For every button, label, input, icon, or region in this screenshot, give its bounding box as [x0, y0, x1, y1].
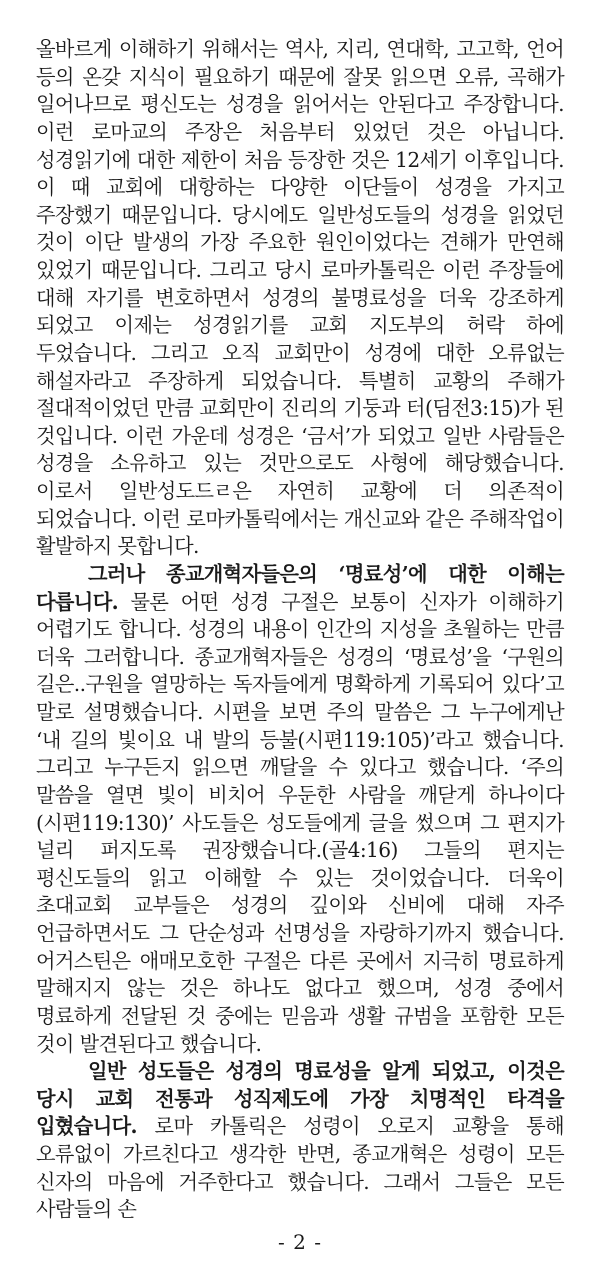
paragraph-3-text: 로마 카톨릭은 성령이 오로지 교황을 통해 오류없이 가르친다고 생각한 반면, 종교개혁은 성령이 모든 신자의 마음에 거주한다고 했습니다. 그래서 그들은 모든 사람들의 손: [36, 1114, 564, 1222]
document-body: [36, 36, 564, 1224]
paragraph-2-text: 물론 어떤 성경 구절은 보통이 신자가 이해하기 어렵기도 합니다. 성경의 내용이 인간의 지성을 초월하는 만큼 더욱 그러합니다. 종교개혁자들은 성경의 ‘명료성’을 ‘구원의 길은..구원을 열망하는 독자들에게 명확하게 기록되어 있다’고 말로 설명했습니다. 시편을 보면 주의 말씀은 그 누구에게난 ‘내 길의 빛이요 내 발의 등불(시편119:105)’라고 했습니다. 그리고 누구든지 읽으면 깨달을 수 있다고 했습니다. ‘주의 말씀을 열면 빛이 비치어 우둔한 사람을 깨닫게 하나이다(시편119:130)’ 사도들은 성도들에게 글을 썼으며 그 편지가 널리 퍼지도록 권장했습니다.(골4:16) 그들의 편지는 평신도들의 읽고 이해할 수 있는 것이었습니다. 더욱이 초대교회 교부들은 성경의 깊이와 신비에 대해 자주 언급하면서도 그 단순성과 선명성을 자랑하기까지 했습니다. 어거스틴은 애매모호한 구절은 다른 곳에서 지극히 명료하게 말해지지 않는 것은 하나도 없다고 했으며, 성경 중에서 명료하게 전달된 것 중에는 믿음과 생활 규범을 포함한 모든 것이 발견된다고 했습니다.: [36, 589, 564, 1056]
paragraph-1: [36, 36, 564, 561]
paragraph-2-bold: 그러나 종교개혁자들은의 ‘명료성’에 대한 이해는 다릅니다.: [36, 561, 564, 614]
paragraph-2: [36, 561, 564, 1058]
paragraph-3: [36, 1058, 564, 1224]
page-number: - 2 -: [278, 1230, 322, 1254]
paragraph-3-bold: 일반 성도들은 성경의 명료성을 알게 되었고, 이것은 당시 교회 전통과 성직제도에 가장 치명적인 타격을 입혔습니다.: [36, 1059, 564, 1139]
paragraph-1-text: 올바르게 이해하기 위해서는 역사, 지리, 연대학, 고고학, 언어 등의 온갖 지식이 필요하기 때문에 잘못 읽으면 오류, 곡해가 일어나므로 평신도는 성경을 읽어서는 안된다고 주장합니다. 이런 로마교의 주장은 처음부터 있었던 것은 아닙니다. 성경읽기에 대한 제한이 처음 등장한 것은 12세기 이후입니다. 이 때 교회에 대항하는 다양한 이단들이 성경을 가지고 주장했기 때문입니다. 당시에도 일반성도들의 성경을 읽었던 것이 이단 발생의 가장 주요한 원인이었다는 견해가 만연해 있었기 때문입니다. 그리고 당시 로마카톨릭은 이런 주장들에 대해 자기를 변호하면서 성경의 불명료성을 더욱 강조하게 되었고 이제는 성경읽기를 교회 지도부의 허락 하에 두었습니다. 그리고 오직 교회만이 성경에 대한 오류없는 해설자라고 주장하게 되었습니다. 특별히 교황의 주해가 절대적이었던 만큼 교회만이 진리의 기둥과 터(딤전3:15)가 된 것입니다. 이런 가운데 성경은 ‘금서’가 되었고 일반 사람들은 성경을 소유하고 있는 것만으로도 사형에 해당했습니다. 이로서 일반성도드ㄹ은 자연히 교황에 더 의존적이 되었습니다. 이런 로마카톨릭에서는 개신교와 같은 주해작업이 활발하지 못합니다.: [36, 37, 564, 559]
